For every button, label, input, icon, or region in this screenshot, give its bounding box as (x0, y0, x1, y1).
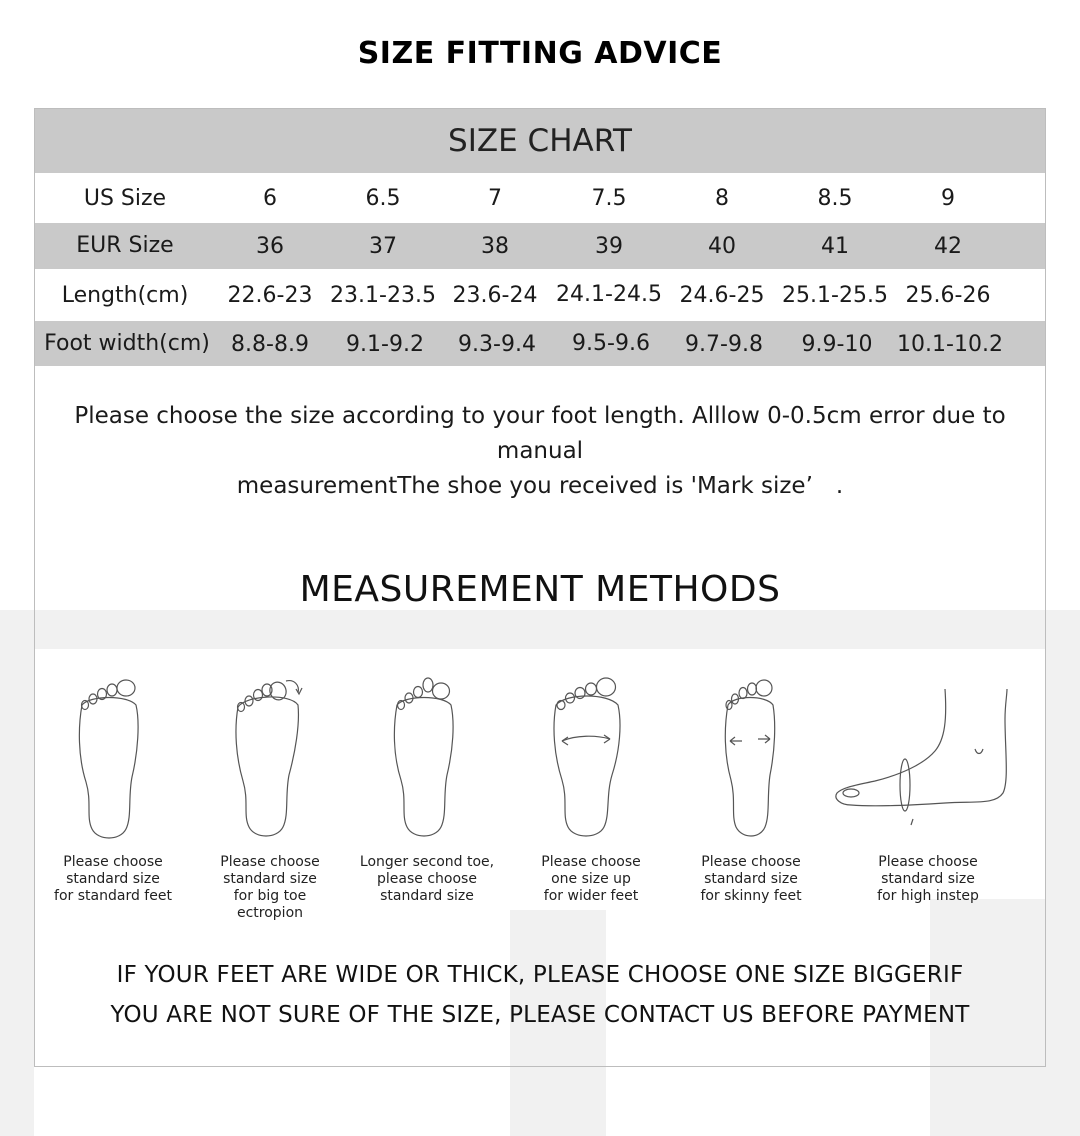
table-cell: 23.6-24 (452, 283, 538, 308)
table-cell: 39 (595, 234, 623, 259)
size-note-line: measurementThe shoe you received is 'Mark size’ . (236, 473, 844, 499)
method-caption-big-toe: Please choose standard size for big toe ectropion (220, 854, 320, 921)
wide-foot-icon (548, 675, 628, 840)
table-cell: 25.1-25.5 (782, 283, 888, 308)
table-cell: 36 (256, 234, 284, 259)
size-note (35, 399, 1045, 504)
advice-line: YOU ARE NOT SURE OF THE SIZE, PLEASE CONTACT US BEFORE PAYMENT (110, 1002, 970, 1028)
table-cell: 22.6-23 (227, 283, 313, 308)
measurement-methods-heading: MEASUREMENT METHODS (299, 569, 781, 610)
high-instep-foot-icon (835, 689, 1015, 829)
table-cell: 41 (821, 234, 849, 259)
table-cell: 9.3-9.4 (458, 332, 536, 357)
table-cell: 6 (263, 186, 277, 211)
table-cell: 10.1-10.2 (897, 332, 1003, 357)
table-cell: 24.6-25 (679, 283, 765, 308)
table-cell: 9.5-9.6 (572, 331, 650, 356)
size-chart-heading: SIZE CHART (35, 109, 1045, 173)
big-toe-foot-icon (228, 675, 308, 840)
second-toe-foot-icon (385, 675, 465, 840)
table-cell: 24.1-24.5 (556, 282, 662, 307)
row-label: Length(cm) (61, 283, 189, 308)
table-row-us-size (35, 173, 1045, 223)
advice-line: IF YOUR FEET ARE WIDE OR THICK, PLEASE CHOOSE ONE SIZE BIGGERIF (116, 962, 964, 988)
table-cell: 9.7-9.8 (685, 332, 763, 357)
method-caption-standard: Please choose standard size for standard feet (54, 854, 172, 904)
table-cell: 7 (488, 186, 502, 211)
table-cell: 23.1-23.5 (330, 283, 436, 308)
method-caption-wide: Please choose one size up for wider feet (541, 854, 641, 904)
method-caption-second-toe: Longer second toe, please choose standard size (359, 854, 495, 904)
table-cell: 37 (369, 234, 397, 259)
table-cell: 8 (715, 186, 729, 211)
size-note-line: Please choose the size according to your foot length. Alllow 0-0.5cm error due to manual (74, 403, 1006, 464)
table-cell: 9.1-9.2 (346, 332, 424, 357)
size-guide-frame (34, 108, 1046, 1067)
table-row-eur-size (35, 223, 1045, 269)
table-cell: 9 (941, 186, 955, 211)
table-cell: 8.5 (817, 186, 853, 211)
table-row-foot-width (35, 321, 1045, 366)
skinny-foot-icon (712, 675, 792, 840)
table-cell: 6.5 (365, 186, 401, 211)
table-cell: 38 (481, 234, 509, 259)
table-cell: 9.9-10 (801, 332, 873, 357)
row-label: Foot width(cm) (44, 331, 210, 356)
table-cell: 25.6-26 (905, 283, 991, 308)
table-row-length (35, 269, 1045, 321)
table-cell: 40 (708, 234, 736, 259)
method-caption-skinny: Please choose standard size for skinny feet (700, 854, 802, 904)
table-cell: 7.5 (591, 186, 627, 211)
page-title: SIZE FITTING ADVICE (357, 36, 723, 71)
row-label: US Size (83, 186, 167, 211)
row-label: EUR Size (76, 233, 174, 258)
standard-foot-icon (70, 677, 150, 842)
method-caption-high-instep: Please choose standard size for high instep (877, 854, 979, 904)
table-cell: 8.8-8.9 (231, 332, 309, 357)
background-block (0, 610, 34, 1136)
table-cell: 42 (934, 234, 962, 259)
